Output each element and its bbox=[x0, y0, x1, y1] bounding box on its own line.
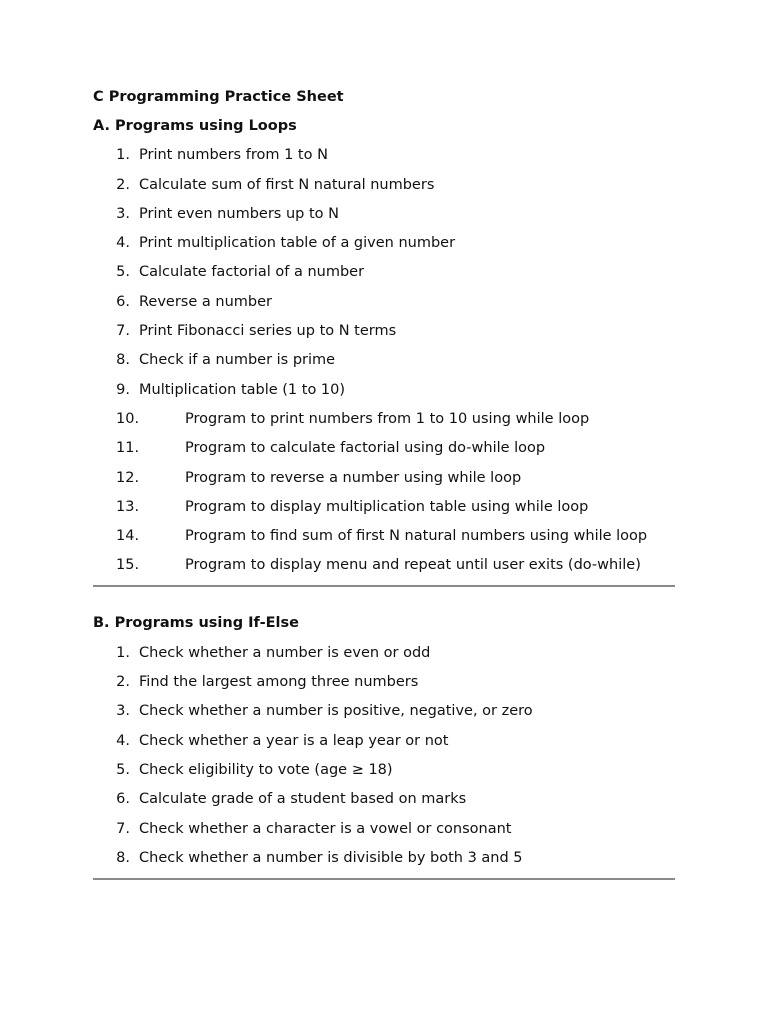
list-item bbox=[93, 469, 675, 488]
list-item bbox=[93, 322, 675, 341]
item-number: 4. bbox=[116, 235, 130, 252]
item-text: Calculate sum of first N natural numbers bbox=[139, 176, 435, 193]
item-number: 1. bbox=[116, 644, 130, 661]
item-text: Program to calculate factorial using do-while loop bbox=[185, 440, 546, 457]
list-item bbox=[93, 673, 675, 692]
item-number: 12. bbox=[116, 469, 140, 486]
section-heading-loops: A. Programs using Loops bbox=[93, 118, 297, 134]
list-item bbox=[93, 702, 675, 721]
item-number: 7. bbox=[116, 820, 130, 837]
list-item bbox=[93, 293, 675, 312]
list-item bbox=[93, 176, 675, 195]
loops-list bbox=[93, 146, 675, 575]
item-text: Print multiplication table of a given number bbox=[139, 235, 456, 252]
item-text: Check eligibility to vote (age ≥ 18) bbox=[139, 761, 393, 778]
item-text: Multiplication table (1 to 10) bbox=[139, 381, 346, 398]
item-text: Check whether a number is divisible by both 3 and 5 bbox=[139, 849, 523, 866]
section-heading-if-else: B. Programs using If-Else bbox=[93, 615, 299, 632]
item-number: 3. bbox=[116, 703, 130, 720]
item-text: Program to display multiplication table using while loop bbox=[185, 498, 589, 515]
item-text: Program to reverse a number using while loop bbox=[185, 469, 522, 486]
item-number: 9. bbox=[116, 381, 130, 398]
item-number: 7. bbox=[116, 323, 130, 340]
item-text: Print even numbers up to N bbox=[139, 205, 339, 222]
item-number: 13. bbox=[116, 498, 140, 515]
list-item bbox=[93, 761, 675, 780]
item-number: 14. bbox=[116, 528, 140, 545]
list-item bbox=[93, 732, 675, 751]
list-item bbox=[93, 849, 675, 868]
item-text: Reverse a number bbox=[139, 293, 272, 310]
if-else-list bbox=[93, 644, 675, 868]
list-item bbox=[93, 146, 675, 165]
list-item bbox=[93, 556, 675, 575]
item-number: 8. bbox=[116, 849, 130, 866]
item-text: Calculate factorial of a number bbox=[139, 264, 365, 281]
item-number: 6. bbox=[116, 293, 130, 310]
item-text: Check whether a year is a leap year or not bbox=[139, 732, 449, 749]
item-text: Check whether a number is even or odd bbox=[139, 644, 431, 661]
item-number: 2. bbox=[116, 176, 130, 193]
item-text: Calculate grade of a student based on marks bbox=[139, 791, 467, 808]
list-item bbox=[93, 205, 675, 224]
item-text: Program to display menu and repeat until user exits (do-while) bbox=[185, 557, 641, 574]
item-number: 2. bbox=[116, 674, 130, 691]
item-text: Program to find sum of first N natural numbers using while loop bbox=[185, 528, 648, 545]
section-divider bbox=[93, 878, 675, 880]
item-text: Check if a number is prime bbox=[139, 352, 336, 369]
list-item bbox=[93, 644, 675, 663]
list-item bbox=[93, 820, 675, 839]
list-item bbox=[93, 381, 675, 400]
section-divider bbox=[93, 585, 675, 587]
item-text: Check whether a character is a vowel or consonant bbox=[139, 820, 512, 837]
list-item bbox=[93, 351, 675, 370]
item-number: 10. bbox=[116, 410, 140, 427]
list-item bbox=[93, 263, 675, 282]
item-text: Program to print numbers from 1 to 10 using while loop bbox=[185, 410, 590, 427]
list-item bbox=[93, 410, 675, 429]
list-item bbox=[93, 790, 675, 809]
item-text: Print Fibonacci series up to N terms bbox=[139, 323, 397, 340]
list-item bbox=[93, 439, 675, 458]
item-number: 1. bbox=[116, 147, 130, 164]
item-number: 4. bbox=[116, 732, 130, 749]
item-text: Find the largest among three numbers bbox=[139, 674, 419, 691]
item-number: 3. bbox=[116, 205, 130, 222]
item-number: 11. bbox=[116, 440, 140, 457]
list-item bbox=[93, 234, 675, 253]
item-number: 8. bbox=[116, 352, 130, 369]
list-item bbox=[93, 527, 675, 546]
item-text: Print numbers from 1 to N bbox=[139, 147, 328, 164]
item-number: 15. bbox=[116, 557, 140, 574]
list-item bbox=[93, 498, 675, 517]
item-number: 6. bbox=[116, 791, 130, 808]
document-title: C Programming Practice Sheet bbox=[93, 89, 344, 105]
document-page bbox=[93, 87, 675, 880]
item-text: Check whether a number is positive, negative, or zero bbox=[139, 703, 533, 720]
item-number: 5. bbox=[116, 761, 130, 778]
item-number: 5. bbox=[116, 264, 130, 281]
